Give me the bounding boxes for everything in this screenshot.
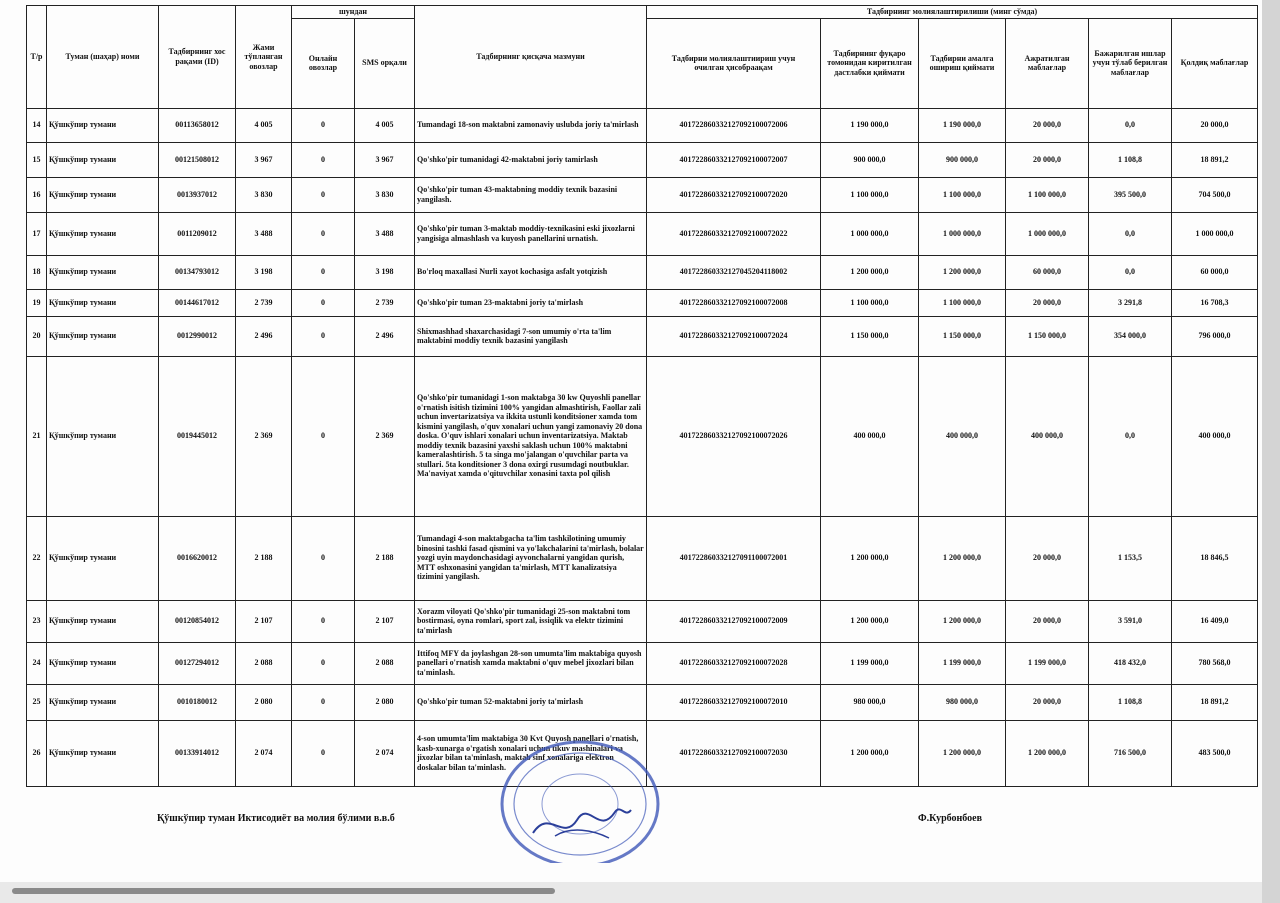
row-number: 16: [27, 177, 47, 212]
event-summary: Xorazm viloyati Qo'shko'pir tumanidagi 25-son maktabni tom bostirmasi, oyna romlari, sport zal, issiqlik va elektr tizimini ta'mirlash: [415, 600, 647, 642]
district-name: Қўшкўпир тумани: [47, 108, 159, 142]
initial-value: 1 200 000,0: [821, 600, 919, 642]
paid-funds: 354 000,0: [1089, 316, 1172, 356]
initial-value: 400 000,0: [821, 356, 919, 516]
paid-funds: 1 153,5: [1089, 516, 1172, 600]
account-number: 401722860332127092100072020: [647, 177, 821, 212]
implementation-cost: 1 100 000,0: [919, 177, 1006, 212]
sms-votes: 2 107: [355, 600, 415, 642]
remaining-funds: 796 000,0: [1172, 316, 1258, 356]
paid-funds: 0,0: [1089, 356, 1172, 516]
district-name: Қўшкўпир тумани: [47, 212, 159, 255]
district-name: Қўшкўпир тумани: [47, 600, 159, 642]
row-number: 17: [27, 212, 47, 255]
header-group-funding: Тадбирнинг молиялаштирилиши (минг сўмда): [647, 6, 1258, 19]
allocated-funds: 400 000,0: [1006, 356, 1089, 516]
online-votes: 0: [292, 255, 355, 289]
event-summary: Ittifoq MFY da joylashgan 28-son umumta'lim maktabiga quyosh panellari o'rnatish xamda maktabni o'quv mebel jixozlari bilan ta'minlash.: [415, 642, 647, 684]
header-allocated: Ажратилган маблағлар: [1006, 18, 1089, 108]
sms-votes: 3 967: [355, 142, 415, 177]
paid-funds: 1 108,8: [1089, 142, 1172, 177]
account-number: 401722860332127092100072006: [647, 108, 821, 142]
row-number: 22: [27, 516, 47, 600]
district-name: Қўшкўпир тумани: [47, 720, 159, 786]
allocated-funds: 20 000,0: [1006, 600, 1089, 642]
initial-value: 980 000,0: [821, 684, 919, 720]
remaining-funds: 18 891,2: [1172, 684, 1258, 720]
row-number: 23: [27, 600, 47, 642]
row-number: 24: [27, 642, 47, 684]
online-votes: 0: [292, 356, 355, 516]
event-id: 0010180012: [159, 684, 236, 720]
initial-value: 1 200 000,0: [821, 720, 919, 786]
online-votes: 0: [292, 684, 355, 720]
district-name: Қўшкўпир тумани: [47, 177, 159, 212]
paid-funds: 395 500,0: [1089, 177, 1172, 212]
allocated-funds: 1 150 000,0: [1006, 316, 1089, 356]
remaining-funds: 483 500,0: [1172, 720, 1258, 786]
paid-funds: 3 291,8: [1089, 289, 1172, 316]
remaining-funds: 18 891,2: [1172, 142, 1258, 177]
implementation-cost: 1 200 000,0: [919, 720, 1006, 786]
event-summary: Qo'shko'pir tuman 43-maktabning moddiy texnik bazasini yangilash.: [415, 177, 647, 212]
header-summary: Тадбирнинг қисқача мазмуни: [415, 6, 647, 109]
sms-votes: 2 088: [355, 642, 415, 684]
online-votes: 0: [292, 316, 355, 356]
table-row: [27, 108, 1258, 142]
initial-value: 900 000,0: [821, 142, 919, 177]
district-name: Қўшкўпир тумани: [47, 516, 159, 600]
table-row: [27, 177, 1258, 212]
allocated-funds: 1 200 000,0: [1006, 720, 1089, 786]
allocated-funds: 20 000,0: [1006, 289, 1089, 316]
initial-value: 1 190 000,0: [821, 108, 919, 142]
header-paid: Бажарилган ишлар учун тўлаб берилган маблағлар: [1089, 18, 1172, 108]
account-number: 401722860332127092100072010: [647, 684, 821, 720]
table-row: [27, 684, 1258, 720]
total-votes: 4 005: [236, 108, 292, 142]
event-summary: Qo'shko'pir tuman 52-maktabni joriy ta'mirlash: [415, 684, 647, 720]
event-summary: Qo'shko'pir tuman 23-maktabni joriy ta'mirlash: [415, 289, 647, 316]
implementation-cost: 1 190 000,0: [919, 108, 1006, 142]
initial-value: 1 200 000,0: [821, 255, 919, 289]
account-number: 401722860332127092100072026: [647, 356, 821, 516]
district-name: Қўшкўпир тумани: [47, 356, 159, 516]
paid-funds: 0,0: [1089, 255, 1172, 289]
initial-value: 1 100 000,0: [821, 177, 919, 212]
left-signature: Қўшкўпир туман Иктисодиёт ва молия бўлими в.в.б: [157, 813, 395, 824]
event-summary: Qo'shko'pir tumanidagi 1-son maktabga 30 kw Quyoshli panellar o'rnatish isitish tizimini 100% yangidan almashtirish, Faollar zali uchun invertarizatsiya va ikkita ustunli konditsioner xamda tom kismini yangilash, o'quv xonalari uchun yangi zamonaviy 20 dona doska. O'quv ishlari xonalari uchun inventarizatsiya. Maktab moddiy texnik bazasini yaxshi saklash uchun 100% maktabni kameralashtirish. 5 ta singa mo'jalangan o'quvchilar parta va stullari. 5ta konditsioner 3 dona oxirgi rusumdagi noutbuklar. Ma'naviyat xamda o'qituvchilar xonasini taxta pol qilish: [415, 356, 647, 516]
account-number: 401722860332127092100072008: [647, 289, 821, 316]
event-id: 00120854012: [159, 600, 236, 642]
total-votes: 3 198: [236, 255, 292, 289]
online-votes: 0: [292, 289, 355, 316]
event-id: 00134793012: [159, 255, 236, 289]
account-number: 401722860332127092100072030: [647, 720, 821, 786]
header-account-b: очилган ҳисобра: [694, 63, 755, 72]
account-number: 401722860332127092100072024: [647, 316, 821, 356]
table-row: [27, 142, 1258, 177]
district-name: Қўшкўпир тумани: [47, 684, 159, 720]
header-district: Туман (шаҳар) номи: [47, 6, 159, 109]
initial-value: 1 000 000,0: [821, 212, 919, 255]
implementation-cost: 1 200 000,0: [919, 255, 1006, 289]
sms-votes: 3 488: [355, 212, 415, 255]
implementation-cost: 980 000,0: [919, 684, 1006, 720]
sms-votes: 2 074: [355, 720, 415, 786]
total-votes: 2 188: [236, 516, 292, 600]
remaining-funds: 1 000 000,0: [1172, 212, 1258, 255]
implementation-cost: 400 000,0: [919, 356, 1006, 516]
paid-funds: 1 108,8: [1089, 684, 1172, 720]
total-votes: 2 739: [236, 289, 292, 316]
sms-votes: 3 830: [355, 177, 415, 212]
online-votes: 0: [292, 600, 355, 642]
event-summary: Tumandagi 18-son maktabni zamonaviy uslubda joriy ta'mirlash: [415, 108, 647, 142]
event-summary: 4-son umumta'lim maktabiga 30 Kvt Quyosh panellari o'rnatish, kasb-xunarga o'rgatish xonalari uchun tikuv mashinalari va jixozlar bilan ta'minlash, maktab sinf xonalariga elektron doskalar bilan ta'minlash.: [415, 720, 647, 786]
table-row: [27, 356, 1258, 516]
row-number: 19: [27, 289, 47, 316]
implementation-cost: 1 000 000,0: [919, 212, 1006, 255]
event-id: 00144617012: [159, 289, 236, 316]
event-summary: Qo'shko'pir tuman 3-maktab moddiy-texnikasini eski jixozlarni yangisiga almashlash va kuyosh panellarini urnatish.: [415, 212, 647, 255]
header-cost: Тадбирни амалга ошириш қиймати: [919, 18, 1006, 108]
header-no: Т/р: [27, 6, 47, 109]
row-number: 21: [27, 356, 47, 516]
event-id: 0013937012: [159, 177, 236, 212]
right-signature: Ф.Курбонбоев: [918, 813, 982, 824]
remaining-funds: 60 000,0: [1172, 255, 1258, 289]
account-number: 401722860332127045204118002: [647, 255, 821, 289]
total-votes: 2 496: [236, 316, 292, 356]
total-votes: 2 369: [236, 356, 292, 516]
initial-value: 1 150 000,0: [821, 316, 919, 356]
paid-funds: 716 500,0: [1089, 720, 1172, 786]
district-name: Қўшкўпир тумани: [47, 255, 159, 289]
online-votes: 0: [292, 720, 355, 786]
allocated-funds: 20 000,0: [1006, 142, 1089, 177]
remaining-funds: 400 000,0: [1172, 356, 1258, 516]
sms-votes: 2 739: [355, 289, 415, 316]
total-votes: 2 074: [236, 720, 292, 786]
paid-funds: 3 591,0: [1089, 600, 1172, 642]
row-number: 15: [27, 142, 47, 177]
total-votes: 3 967: [236, 142, 292, 177]
page-edge: [1262, 0, 1280, 903]
header-account-a: Тадбирни молиялашти: [671, 53, 756, 63]
event-id: 00121508012: [159, 142, 236, 177]
account-number: 401722860332127092100072009: [647, 600, 821, 642]
event-summary: Shixmashhad shaxarchasidagi 7-son umumiy o'rta ta'lim maktabini moddiy texnik bazasini yangilash: [415, 316, 647, 356]
district-name: Қўшкўпир тумани: [47, 642, 159, 684]
remaining-funds: 16 708,3: [1172, 289, 1258, 316]
remaining-funds: 20 000,0: [1172, 108, 1258, 142]
sms-votes: 2 496: [355, 316, 415, 356]
event-id: 00133914012: [159, 720, 236, 786]
online-votes: 0: [292, 642, 355, 684]
paid-funds: 0,0: [1089, 108, 1172, 142]
sms-votes: 4 005: [355, 108, 415, 142]
event-id: 0016620012: [159, 516, 236, 600]
sms-votes: 2 369: [355, 356, 415, 516]
header-id: Тадбирнинг хос рақами (ID): [159, 6, 236, 109]
allocated-funds: 1 000 000,0: [1006, 212, 1089, 255]
implementation-cost: 900 000,0: [919, 142, 1006, 177]
header-remaining: Қолдиқ маблағлар: [1172, 18, 1258, 108]
account-number: 401722860332127091100072001: [647, 516, 821, 600]
allocated-funds: 20 000,0: [1006, 516, 1089, 600]
event-id: 0019445012: [159, 356, 236, 516]
paid-funds: 418 432,0: [1089, 642, 1172, 684]
horizontal-scrollbar[interactable]: [12, 888, 555, 894]
online-votes: 0: [292, 108, 355, 142]
online-votes: 0: [292, 212, 355, 255]
table-row: [27, 516, 1258, 600]
event-id: 0011209012: [159, 212, 236, 255]
table-row: [27, 255, 1258, 289]
header-group-votes: шундан: [292, 6, 415, 19]
implementation-cost: 1 199 000,0: [919, 642, 1006, 684]
total-votes: 2 107: [236, 600, 292, 642]
allocated-funds: 1 199 000,0: [1006, 642, 1089, 684]
event-id: 0012990012: [159, 316, 236, 356]
funding-table: [26, 5, 1258, 787]
table-row: [27, 316, 1258, 356]
row-number: 20: [27, 316, 47, 356]
total-votes: 3 830: [236, 177, 292, 212]
initial-value: 1 200 000,0: [821, 516, 919, 600]
sms-votes: 2 188: [355, 516, 415, 600]
remaining-funds: 16 409,0: [1172, 600, 1258, 642]
official-stamp-icon: [497, 738, 663, 863]
account-number: 401722860332127092100072007: [647, 142, 821, 177]
table-row: [27, 642, 1258, 684]
row-number: 25: [27, 684, 47, 720]
initial-value: 1 100 000,0: [821, 289, 919, 316]
total-votes: 3 488: [236, 212, 292, 255]
online-votes: 0: [292, 516, 355, 600]
district-name: Қўшкўпир тумани: [47, 289, 159, 316]
paid-funds: 0,0: [1089, 212, 1172, 255]
initial-value: 1 199 000,0: [821, 642, 919, 684]
allocated-funds: 20 000,0: [1006, 684, 1089, 720]
implementation-cost: 1 200 000,0: [919, 600, 1006, 642]
sms-votes: 2 080: [355, 684, 415, 720]
event-id: 00127294012: [159, 642, 236, 684]
header-total-votes: Жами тўпланган овозлар: [236, 6, 292, 109]
online-votes: 0: [292, 177, 355, 212]
allocated-funds: 1 100 000,0: [1006, 177, 1089, 212]
header-account-d: ақам: [754, 63, 773, 72]
total-votes: 2 088: [236, 642, 292, 684]
account-number: 401722860332127092100072022: [647, 212, 821, 255]
header-account: [647, 18, 821, 108]
table-row: [27, 289, 1258, 316]
header-sms: SMS орқали: [355, 18, 415, 108]
row-number: 14: [27, 108, 47, 142]
implementation-cost: 1 150 000,0: [919, 316, 1006, 356]
remaining-funds: 780 568,0: [1172, 642, 1258, 684]
implementation-cost: 1 100 000,0: [919, 289, 1006, 316]
header-online: Онлайн овозлар: [292, 18, 355, 108]
event-summary: Bo'rloq maxallasi Nurli xayot kochasiga asfalt yotqizish: [415, 255, 647, 289]
implementation-cost: 1 200 000,0: [919, 516, 1006, 600]
district-name: Қўшкўпир тумани: [47, 142, 159, 177]
event-summary: Qo'shko'pir tumanidagi 42-maktabni joriy tamirlash: [415, 142, 647, 177]
account-number: 401722860332127092100072028: [647, 642, 821, 684]
total-votes: 2 080: [236, 684, 292, 720]
table-row: [27, 212, 1258, 255]
remaining-funds: 704 500,0: [1172, 177, 1258, 212]
header-account-c: ириш учун: [755, 53, 796, 63]
row-number: 26: [27, 720, 47, 786]
sms-votes: 3 198: [355, 255, 415, 289]
event-summary: Tumandagi 4-son maktabgacha ta'lim tashkilotining umumiy binosini tashki fasad qismini va yo'lakchalarini ta'mirlash, bolalar yozgi uyin maydonchasidagi ayvonchalarni yangidan qurish, MTT oshxonasini yangidan ta'mirlash, MTT kanalizatsiya tizimini yangilash.: [415, 516, 647, 600]
table-row: [27, 600, 1258, 642]
header-initial-value: Тадбирнинг фуқаро томонидан киритилган дастлабки қиймати: [821, 18, 919, 108]
remaining-funds: 18 846,5: [1172, 516, 1258, 600]
district-name: Қўшкўпир тумани: [47, 316, 159, 356]
allocated-funds: 20 000,0: [1006, 108, 1089, 142]
row-number: 18: [27, 255, 47, 289]
allocated-funds: 60 000,0: [1006, 255, 1089, 289]
event-id: 00113658012: [159, 108, 236, 142]
online-votes: 0: [292, 142, 355, 177]
